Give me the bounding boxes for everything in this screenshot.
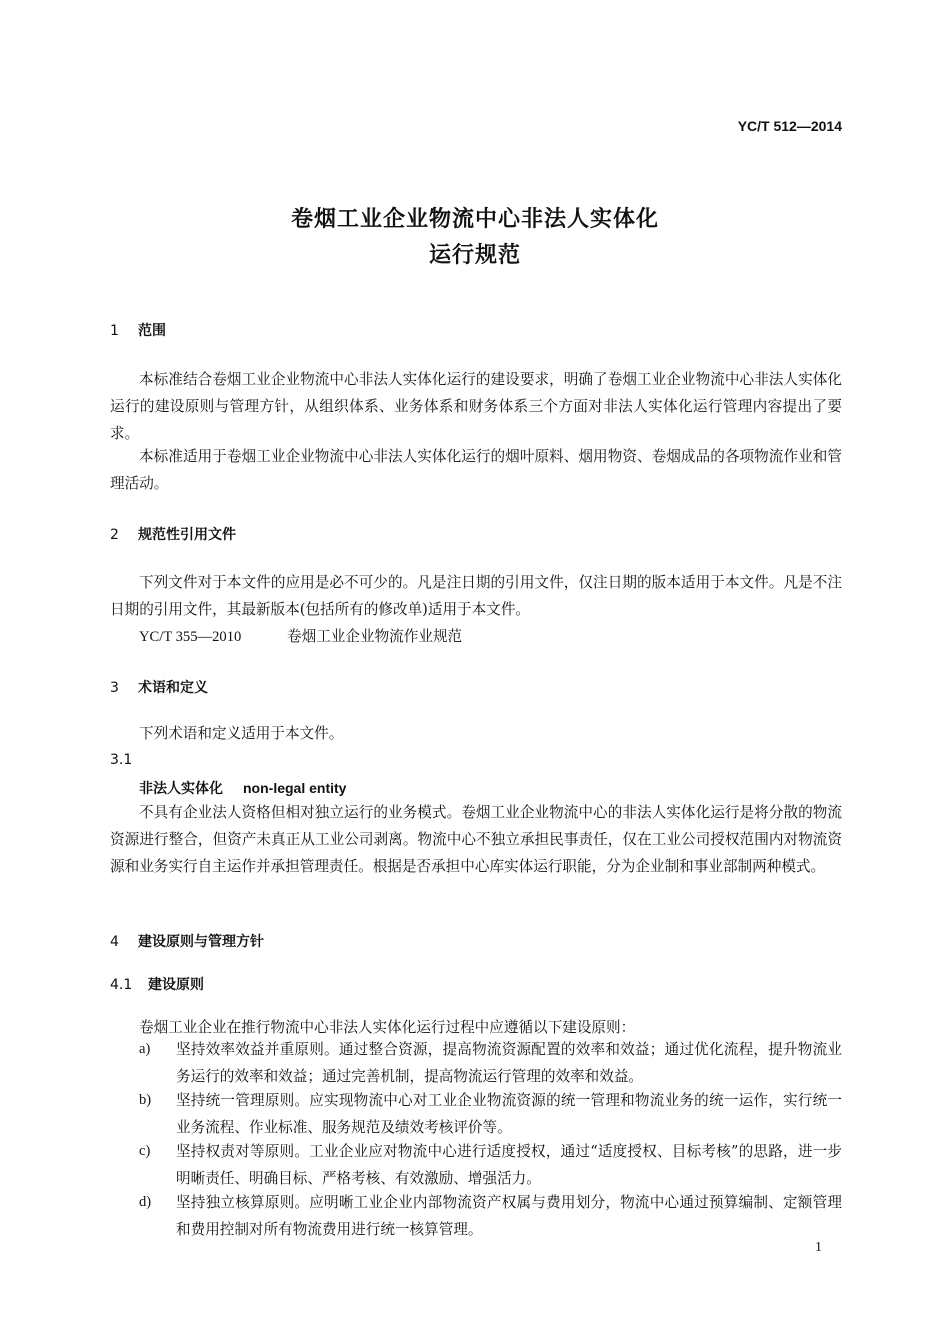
list-item	[139, 1189, 842, 1243]
section-1-paragraph-2: 本标准适用于卷烟工业企业物流中心非法人实体化运行的烟叶原料、烟用物资、卷烟成品的各项物流作业和管理活动。	[110, 448, 842, 492]
subsection-title: 建设原则	[148, 977, 204, 993]
section-3-paragraph-1: 下列术语和定义适用于本文件。	[139, 725, 344, 742]
term-number: 3.1	[110, 752, 133, 768]
section-number: 2	[110, 527, 119, 543]
list-item-text: 坚持效率效益并重原则。通过整合资源，提高物流资源配置的效率和效益；通过优化流程，提升物流业务运行的效率和效益；通过完善机制，提高物流运行管理的效率和效益。	[176, 1041, 842, 1085]
list-item	[139, 1036, 842, 1090]
section-number: 3	[110, 680, 119, 696]
section-title: 规范性引用文件	[138, 527, 236, 543]
page-number: 1	[815, 1240, 822, 1255]
standard-code: YC/T 512—2014	[737, 118, 842, 134]
term-entry	[139, 778, 346, 798]
list-item	[139, 1138, 842, 1192]
section-number: 1	[110, 323, 119, 339]
subsection-number: 4.1	[110, 977, 133, 993]
section-4-heading	[110, 931, 264, 951]
list-item-text: 坚持独立核算原则。应明晰工业企业内部物流资产权属与费用划分，物流中心通过预算编制、定额管理和费用控制对所有物流费用进行统一核算管理。	[176, 1194, 842, 1238]
section-2-heading	[110, 524, 236, 544]
reference-title: 卷烟工业企业物流作业规范	[287, 628, 463, 645]
list-item-text: 坚持权责对等原则。工业企业应对物流中心进行适度授权，通过“适度授权、目标考核”的思路，进一步明晰责任、明确目标、严格考核、有效激励、增强活力。	[176, 1143, 842, 1187]
list-marker: c)	[139, 1143, 151, 1159]
term-chinese: 非法人实体化	[139, 781, 223, 797]
section-3-heading	[110, 677, 208, 697]
reference-code: YC/T 355—2010	[139, 629, 242, 645]
normative-reference	[139, 625, 462, 646]
section-title: 范围	[138, 323, 166, 339]
term-english: non-legal entity	[243, 780, 347, 796]
section-title: 建设原则与管理方针	[138, 934, 264, 950]
section-2-paragraph-1: 下列文件对于本文件的应用是必不可少的。凡是注日期的引用文件，仅注日期的版本适用于本文件。凡是不注日期的引用文件，其最新版本(包括所有的修改单)适用于本文件。	[110, 574, 842, 618]
subsection-4-1-intro: 卷烟工业企业在推行物流中心非法人实体化运行过程中应遵循以下建设原则：	[139, 1019, 636, 1036]
list-marker: a)	[139, 1041, 151, 1057]
section-1-heading	[110, 320, 166, 340]
section-number: 4	[110, 934, 119, 950]
document-title-line-2: 运行规范	[428, 243, 521, 268]
list-item-text: 坚持统一管理原则。应实现物流中心对工业企业物流资源的统一管理和物流业务的统一运作，实行统一业务流程、作业标准、服务规范及绩效考核评价等。	[176, 1092, 842, 1136]
list-marker: b)	[139, 1092, 152, 1108]
list-marker: d)	[139, 1194, 152, 1210]
list-item	[139, 1087, 842, 1141]
term-definition: 不具有企业法人资格但相对独立运行的业务模式。卷烟工业企业物流中心的非法人实体化运行是将分散的物流资源进行整合，但资产未真正从工业公司剥离。物流中心不独立承担民事责任，仅在工业公司授权范围内对物流资源和业务实行自主运作并承担管理责任。根据是否承担中心库实体运行职能，分为企业制和事业部制两种模式。	[110, 804, 842, 875]
section-1-paragraph-1: 本标准结合卷烟工业企业物流中心非法人实体化运行的建设要求，明确了卷烟工业企业物流中心非法人实体化运行的建设原则与管理方针，从组织体系、业务体系和财务体系三个方面对非法人实体化运行管理内容提出了要求。	[110, 371, 842, 442]
section-title: 术语和定义	[138, 680, 208, 696]
subsection-4-1-heading	[110, 974, 204, 994]
document-title-line-1: 卷烟工业企业物流中心非法人实体化	[290, 207, 659, 232]
